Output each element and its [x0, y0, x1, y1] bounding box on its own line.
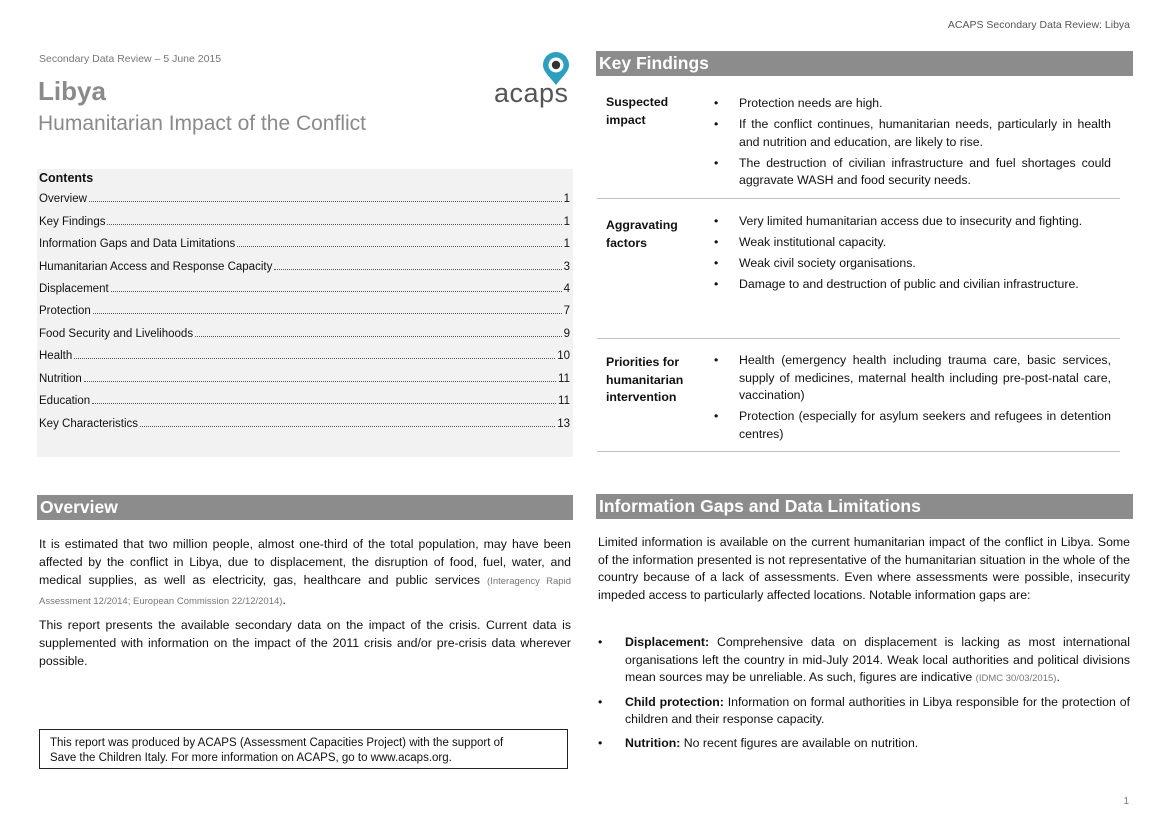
bullet-text: Very limited humanitarian access due to insecurity and fighting.: [739, 214, 1083, 228]
label-line: Aggravating: [606, 218, 678, 232]
bullet-icon: •: [714, 155, 719, 170]
overview-text: It is estimated that two million people, almost one-third of the total population, may have been affected by the conflict in Libya, due to displacement, the disruption of food, fuel, water, and medical supplies, as well as electricity, gas, healthcare and public services: [39, 537, 571, 587]
label-line: humanitarian: [606, 372, 684, 387]
list-item-end: .: [1056, 670, 1060, 685]
bullet-item: [714, 352, 1111, 405]
bullet-item: [714, 213, 1111, 231]
toc-page: 13: [557, 418, 570, 430]
bullet-icon: •: [714, 277, 719, 291]
toc-label: Education: [39, 395, 91, 407]
page-subtitle: Humanitarian Impact of the Conflict: [38, 112, 366, 135]
bullet-icon: •: [598, 735, 603, 750]
toc-label: Displacement: [39, 283, 109, 295]
toc-label: Key Findings: [39, 216, 106, 228]
toc-page: 4: [563, 283, 570, 295]
bullet-text: The destruction of civilian infrastructure and fuel shortages could aggravate WASH and food security needs.: [739, 155, 1111, 187]
toc-page: 3: [563, 261, 570, 273]
toc-page: 9: [563, 328, 570, 340]
key-finding-bullets: [714, 352, 1111, 447]
overview-paragraph-1: It is estimated that two million people, almost one-third of the total population, may have been affected by the conflict in Libya, due to displacement, the disruption of food, fuel, water, and medical supplies, as well as electricity, gas, healthcare and public services (Interagency Rapid Assessment 12/2014; European Commission 22/12/2014).: [39, 537, 571, 607]
list-item: [598, 634, 1130, 688]
toc-item-displacement[interactable]: [39, 279, 570, 295]
toc-item-key-findings[interactable]: [39, 212, 570, 228]
key-finding-label: [606, 217, 678, 252]
bullet-item: [714, 234, 1111, 252]
information-gaps-heading: Information Gaps and Data Limitations: [596, 494, 1133, 519]
information-gaps-list: [598, 634, 1130, 753]
key-finding-row: [597, 86, 1120, 199]
bullet-item: [714, 255, 1111, 273]
overview-heading: Overview: [37, 495, 573, 520]
toc-label: Food Security and Livelihoods: [39, 328, 194, 340]
bullet-text: Protection needs are high.: [739, 96, 883, 110]
list-item: [598, 694, 1130, 729]
running-header: ACAPS Secondary Data Review: Libya: [947, 19, 1130, 31]
bullet-text: Damage to and destruction of public and civilian infrastructure.: [739, 277, 1079, 291]
list-item-term: Nutrition:: [625, 735, 681, 750]
toc-label: Humanitarian Access and Response Capacity: [39, 261, 273, 273]
bullet-icon: •: [598, 635, 603, 649]
bullet-item: [714, 116, 1111, 151]
toc-item-overview[interactable]: [39, 189, 570, 205]
bullet-item: [714, 276, 1111, 294]
citation: (IDMC 30/03/2015): [975, 673, 1057, 685]
credit-line-2: Save the Children Italy. For more information on ACAPS, go to www.acaps.org.: [50, 752, 452, 764]
bullet-icon: •: [714, 96, 719, 110]
acaps-logo: [492, 52, 572, 110]
bullet-icon: •: [714, 409, 719, 423]
toc-page: 11: [558, 373, 570, 385]
key-finding-bullets: [714, 95, 1111, 193]
list-item-text: Comprehensive data on displacement is lacking as most international organisations left the country in mid-July 2014. Weak local authorities and political divisions mean sources may be unreliable. As such, figures are indicative: [625, 635, 1130, 685]
key-finding-bullets: [714, 213, 1111, 297]
toc-item-protection[interactable]: [39, 301, 570, 317]
label-line: intervention: [606, 390, 677, 404]
key-finding-row: [597, 339, 1120, 452]
key-finding-row: [597, 199, 1120, 339]
toc-item-key-characteristics[interactable]: [39, 414, 570, 430]
key-finding-label: [606, 354, 683, 407]
toc-label: Health: [39, 350, 73, 362]
toc-page: 7: [563, 305, 570, 317]
toc-label: Information Gaps and Data Limitations: [39, 238, 236, 250]
toc-label: Key Characteristics: [39, 418, 139, 430]
toc-label: Nutrition: [39, 373, 82, 385]
bullet-icon: •: [714, 214, 719, 228]
bullet-text: Health (emergency health including trauma care, basic services, supply of medicines, maternal health including pre-post-natal care, vaccination): [739, 353, 1111, 402]
bullet-icon: •: [714, 117, 719, 131]
toc-item-health[interactable]: [39, 346, 570, 362]
citation: (Interagency Rapid Assessment 12/2014; European Commission 22/12/2014): [39, 576, 571, 607]
toc-page: 10: [557, 350, 570, 362]
bullet-text: Weak institutional capacity.: [739, 235, 887, 249]
list-item-term: Child protection:: [625, 694, 724, 709]
bullet-icon: •: [598, 694, 603, 709]
credit-line-1: This report was produced by ACAPS (Assessment Capacities Project) with the support of: [50, 737, 504, 749]
bullet-text: Weak civil society organisations.: [739, 256, 916, 270]
bullet-text: Protection (especially for asylum seekers and refugees in detention centres): [739, 409, 1111, 441]
label-line: factors: [606, 235, 648, 250]
credit-box: [39, 729, 568, 769]
toc-page: 11: [558, 395, 570, 407]
report-date: Secondary Data Review – 5 June 2015: [39, 53, 222, 65]
toc-page: 1: [563, 238, 570, 250]
contents-heading: Contents: [39, 171, 94, 185]
toc-label: Overview: [39, 193, 87, 205]
bullet-item: [714, 95, 1111, 113]
toc-item-information-gaps[interactable]: [39, 234, 570, 250]
toc-page: 1: [563, 193, 570, 205]
list-item-text: Information on formal authorities in Libya responsible for the protection of children and their response capacity.: [625, 694, 1130, 727]
toc-item-nutrition[interactable]: [39, 369, 570, 385]
bullet-text: If the conflict continues, humanitarian needs, particularly in health and nutrition and education, are likely to rise.: [739, 117, 1111, 149]
table-of-contents: [37, 169, 573, 457]
key-findings-heading: Key Findings: [596, 51, 1133, 76]
overview-paragraph-2: This report presents the available secondary data on the impact of the crisis. Current data is supplemented with information on the impact of the 2011 crisis and/or pre-crisis data wherever possible.: [39, 618, 571, 668]
information-gaps-intro: Limited information is available on the current humanitarian impact of the conflict in Libya. Some of the information presented is not representative of the humanitarian situation in the whole of the country because of a lack of assessments. Even where assessments were possible, insecurity impeded access to particularly affected locations. Notable information gaps are:: [598, 535, 1130, 602]
list-item-term: Displacement:: [625, 635, 710, 649]
toc-item-humanitarian-access[interactable]: [39, 257, 570, 273]
toc-label: Protection: [39, 305, 91, 317]
key-finding-label: [606, 94, 668, 129]
page-title: Libya: [38, 76, 106, 106]
bullet-icon: •: [714, 256, 719, 270]
page-number: 1: [1123, 796, 1129, 807]
toc-item-education[interactable]: [39, 391, 570, 407]
logo-text: acaps: [494, 78, 569, 108]
toc-page: 1: [563, 216, 570, 228]
bullet-item: [714, 155, 1111, 190]
label-line: Suspected: [606, 95, 669, 109]
list-item-text: No recent figures are available on nutrition.: [683, 735, 919, 750]
bullet-icon: •: [714, 235, 719, 249]
label-line: impact: [606, 112, 646, 127]
label-line: Priorities for: [606, 355, 680, 369]
list-item: [598, 735, 1130, 753]
bullet-icon: •: [714, 353, 719, 367]
bullet-item: [714, 408, 1111, 443]
toc-item-food-security[interactable]: [39, 324, 570, 340]
